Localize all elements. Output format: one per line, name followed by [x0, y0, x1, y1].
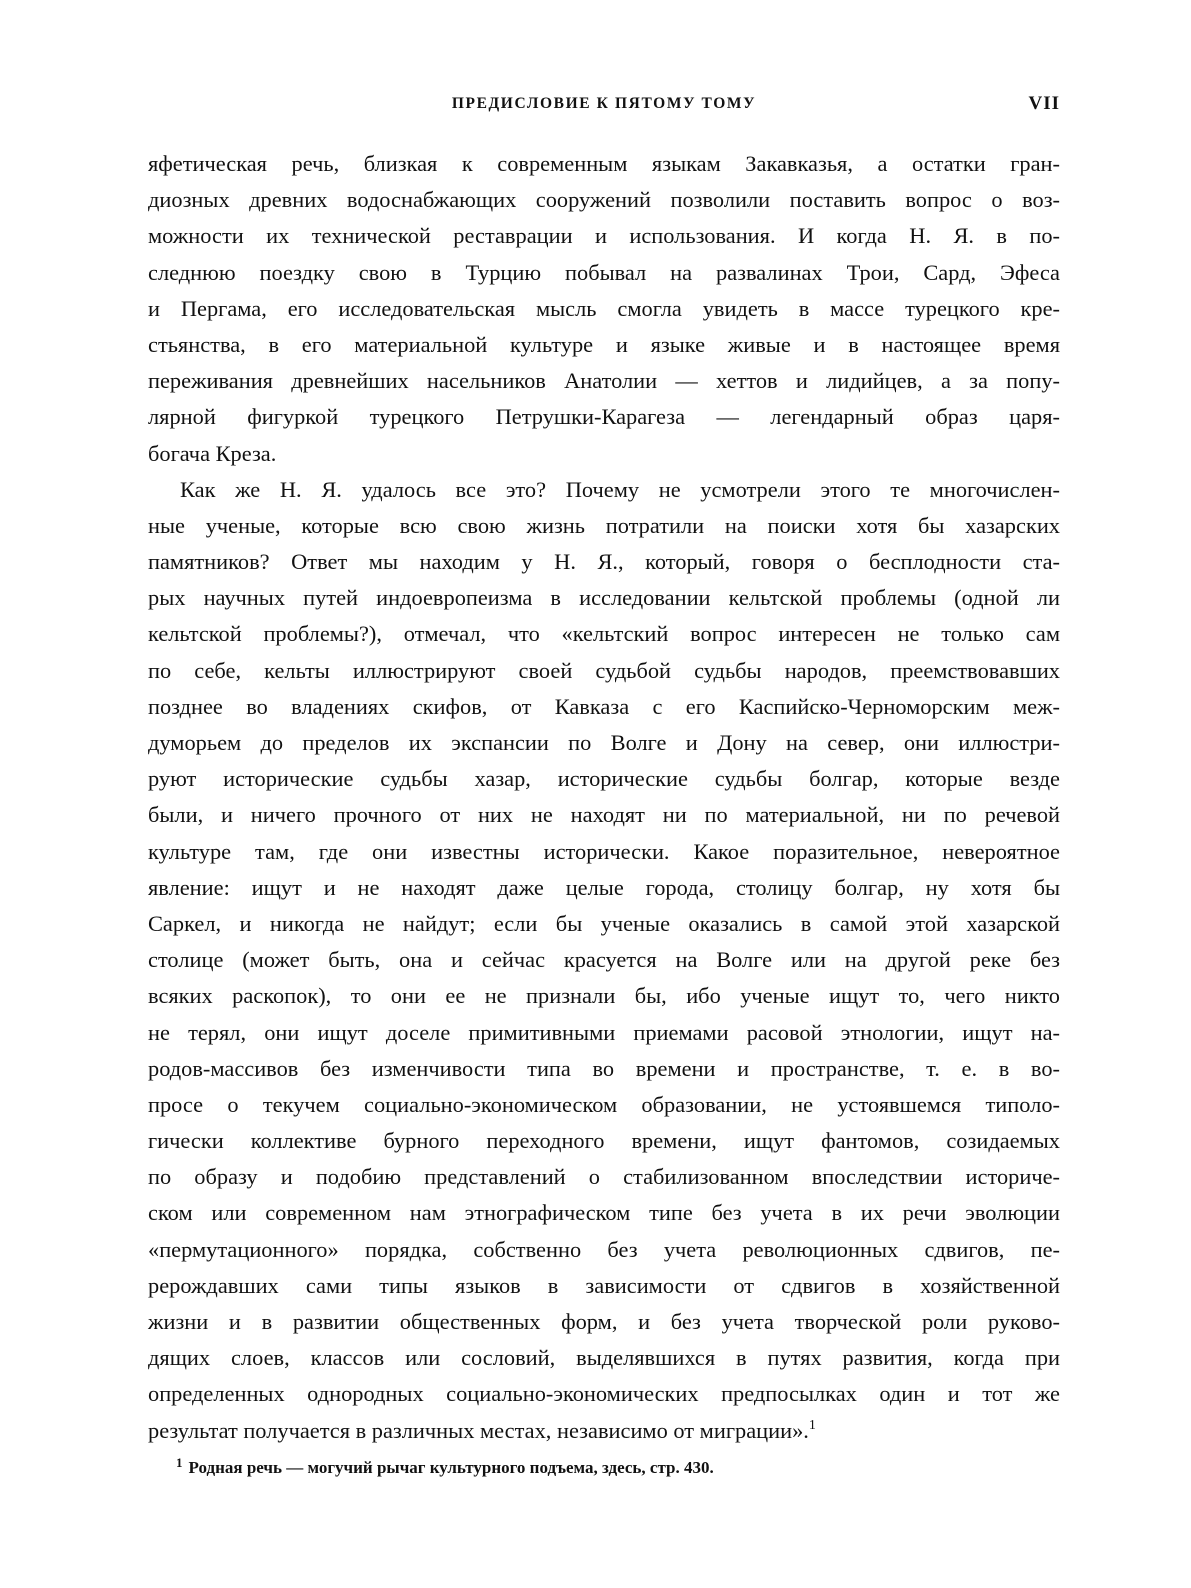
paragraph-1: [148, 146, 1060, 472]
text-line: по образу и подобию представлений о стабилизованном впоследствии историче-: [148, 1164, 1060, 1190]
text-line: ском или современном нам этнографическом типе без учета в их речи эволюции: [148, 1200, 1060, 1226]
text-line: рых научных путей индоевропеизма в исследовании кельтской проблемы (одной ли: [148, 585, 1060, 611]
text-line: столице (может быть, она и сейчас красуется на Волге или на другой реке без: [148, 947, 1060, 973]
text-line: богача Креза.: [148, 440, 277, 466]
text-line: диозных древних водоснабжающих сооружений позволили поставить вопрос о воз-: [148, 187, 1060, 213]
text-line: культуре там, где они известны исторически. Какое поразительное, невероятное: [148, 838, 1060, 864]
text-line-with-footnote-ref: [148, 1413, 1060, 1449]
text-line: всяких раскопок), то они ее не признали бы, ибо ученые ищут то, чего никто: [148, 983, 1060, 1009]
body-text: [148, 146, 1060, 1449]
text-line: следнюю поездку свою в Турцию побывал на развалинах Трои, Сард, Эфеса: [148, 259, 1060, 285]
footnote-mark: 1: [176, 1455, 183, 1470]
footnote-reference[interactable]: 1: [808, 1417, 816, 1433]
text-line: руют исторические судьбы хазар, исторические судьбы болгар, которые везде: [148, 766, 1060, 792]
text-line: позднее во владениях скифов, от Кавказа с его Каспийско-Черноморским меж-: [148, 693, 1060, 719]
text-line: стьянства, в его материальной культуре и языке живые и в настоящее время: [148, 331, 1060, 357]
text-line: жизни и в развитии общественных форм, и без учета творческой роли руково-: [148, 1309, 1060, 1334]
text-line: памятников? Ответ мы находим у Н. Я., который, говоря о бесплодности ста-: [148, 549, 1060, 575]
text-line: гически коллективе бурного переходного времени, ищут фантомов, созидаемых: [148, 1128, 1060, 1154]
text-line: по себе, кельты иллюстрируют своей судьбой судьбы народов, преемствовавших: [148, 657, 1060, 683]
text-line: «пермутационного» порядка, собственно без учета революционных сдвигов, пе-: [148, 1236, 1060, 1262]
text-line: просе о текучем социально-экономическом образовании, не устоявшемся типоло-: [148, 1091, 1060, 1117]
running-title: ПРЕДИСЛОВИЕ К ПЯТОМУ ТОМУ: [451, 95, 757, 112]
last-line-text: результат получается в различных местах, независимо от миграции».: [148, 1417, 809, 1443]
footnote: [176, 1453, 1060, 1483]
text-line: не терял, они ищут доселе примитивными приемами расовой этнологии, ищут на-: [148, 1019, 1060, 1045]
text-line: дящих слоев, классов или сословий, выделявшихся в путях развития, когда при: [148, 1345, 1060, 1371]
text-line: лярной фигуркой турецкого Петрушки-Карагеза — легендарный образ царя-: [148, 404, 1060, 430]
text-line: переживания древнейших насельников Анатолии — хеттов и лидийцев, а за попу-: [148, 368, 1060, 394]
text-line: определенных однородных социально-экономических предпосылках один и тот же: [148, 1381, 1060, 1407]
text-line: родов-массивов без изменчивости типа во времени и пространстве, т. е. в во-: [148, 1055, 1060, 1081]
text-line: явление: ищут и не находят даже целые города, столицу болгар, ну хотя бы: [148, 874, 1060, 900]
text-line: кельтской проблемы?), отмечал, что «кельтский вопрос интересен не только сам: [148, 621, 1060, 647]
text-line: можности их технической реставрации и использования. И когда Н. Я. в по-: [148, 223, 1060, 249]
text-line: думорьем до пределов их экспансии по Волге и Дону на север, они иллюстри-: [148, 730, 1060, 755]
text-line: яфетическая речь, близкая к современным языкам Закавказья, а остатки гран-: [148, 151, 1060, 176]
text-line: Саркел, и никогда не найдут; если бы ученые оказались в самой этой хазарской: [148, 910, 1060, 936]
text-line: рерождавших сами типы языков в зависимости от сдвигов в хозяйственной: [148, 1272, 1060, 1298]
footnote-text: Родная речь — могучий рычаг культурного подъема, здесь, стр. 430.: [188, 1458, 714, 1477]
text-line: были, и ничего прочного от них не находят ни по материальной, ни по речевой: [148, 802, 1060, 828]
running-head: [148, 92, 1060, 116]
text-line: ные ученые, которые всю свою жизнь потратили на поиски хотя бы хазарских: [148, 512, 1060, 538]
text-line: и Пергама, его исследовательская мысль смогла увидеть в массе турецкого кре-: [148, 295, 1060, 321]
paragraph-2: [148, 472, 1060, 1449]
text-line: Как же Н. Я. удалось все это? Почему не усмотрели этого те многочислен-: [180, 476, 1060, 502]
page-number: VII: [1028, 93, 1060, 114]
